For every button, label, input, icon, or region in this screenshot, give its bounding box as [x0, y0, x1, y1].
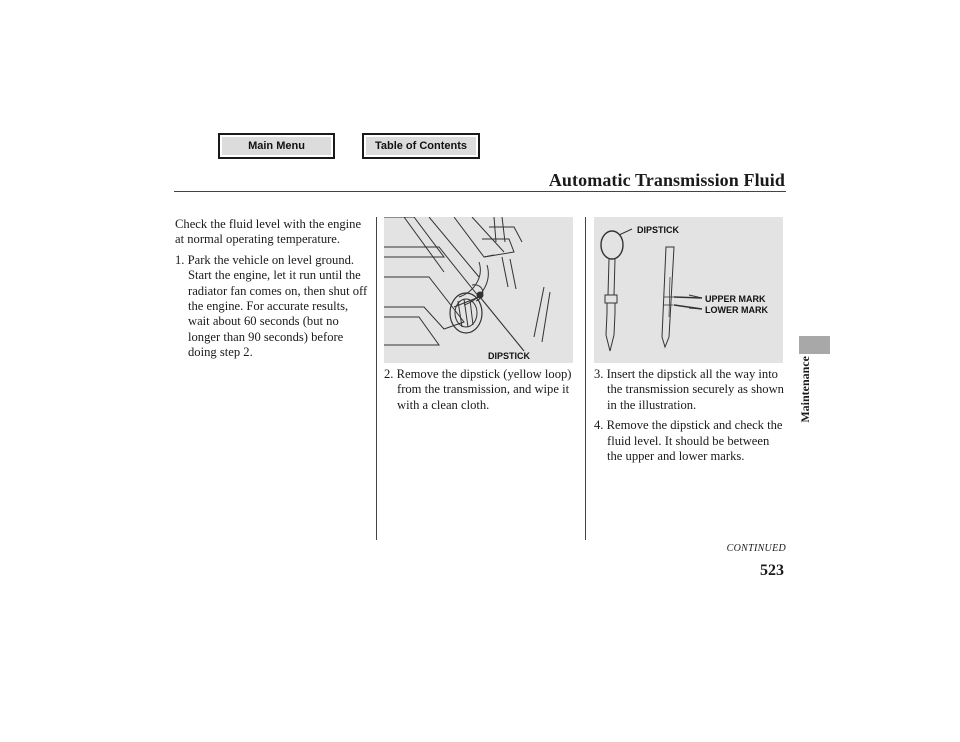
dipstick-drawing	[594, 217, 783, 363]
intro-paragraph: Check the fluid level with the engine at normal operating temperature.	[175, 217, 362, 247]
page-number: 523	[760, 562, 784, 579]
step-text: Insert the dipstick all the way into the transmission securely as shown in the illustration.	[606, 367, 784, 412]
continued-note: CONTINUED	[726, 543, 786, 554]
upper-mark-label: UPPER MARK	[705, 294, 766, 304]
column-divider	[376, 217, 377, 540]
column-1-text	[175, 217, 370, 361]
step-2	[384, 367, 576, 413]
step-1	[175, 253, 370, 361]
table-of-contents-button[interactable]	[362, 133, 480, 159]
step-text: Park the vehicle on level ground. Start the engine, let it run until the radiator fan comes on, then shut off the engine. For accurate results, wait about 60 seconds (but no longer than 90 seconds) before doing step 2.	[187, 252, 368, 360]
title-divider	[174, 191, 786, 192]
main-menu-button-label: Main Menu	[222, 137, 331, 155]
section-label	[796, 356, 814, 446]
column-3-text	[594, 367, 786, 464]
step-number: 1.	[175, 252, 185, 267]
section-tab	[799, 336, 830, 354]
step-text: Remove the dipstick (yellow loop) from the transmission, and wipe it with a clean cloth.	[396, 367, 572, 412]
step-text: Remove the dipstick and check the fluid level. It should be between the upper and lower marks.	[606, 418, 783, 464]
step-number: 3.	[594, 367, 604, 381]
column-divider	[585, 217, 586, 540]
lower-mark-label: LOWER MARK	[705, 305, 768, 315]
step-4	[594, 418, 786, 464]
engine-drawing	[384, 217, 573, 363]
step-number: 2.	[384, 367, 394, 381]
dipstick-label: DIPSTICK	[637, 225, 680, 235]
step-3	[594, 367, 786, 413]
engine-dipstick-label: DIPSTICK	[488, 351, 531, 361]
column-2-text	[384, 367, 576, 413]
page-title: Automatic Transmission Fluid	[548, 170, 785, 190]
step-number: 4.	[594, 418, 604, 433]
section-label-text: Maintenance	[797, 356, 812, 423]
dipstick-illustration	[594, 217, 783, 363]
engine-illustration	[384, 217, 573, 363]
table-of-contents-button-label: Table of Contents	[366, 137, 476, 155]
main-menu-button[interactable]	[218, 133, 335, 159]
